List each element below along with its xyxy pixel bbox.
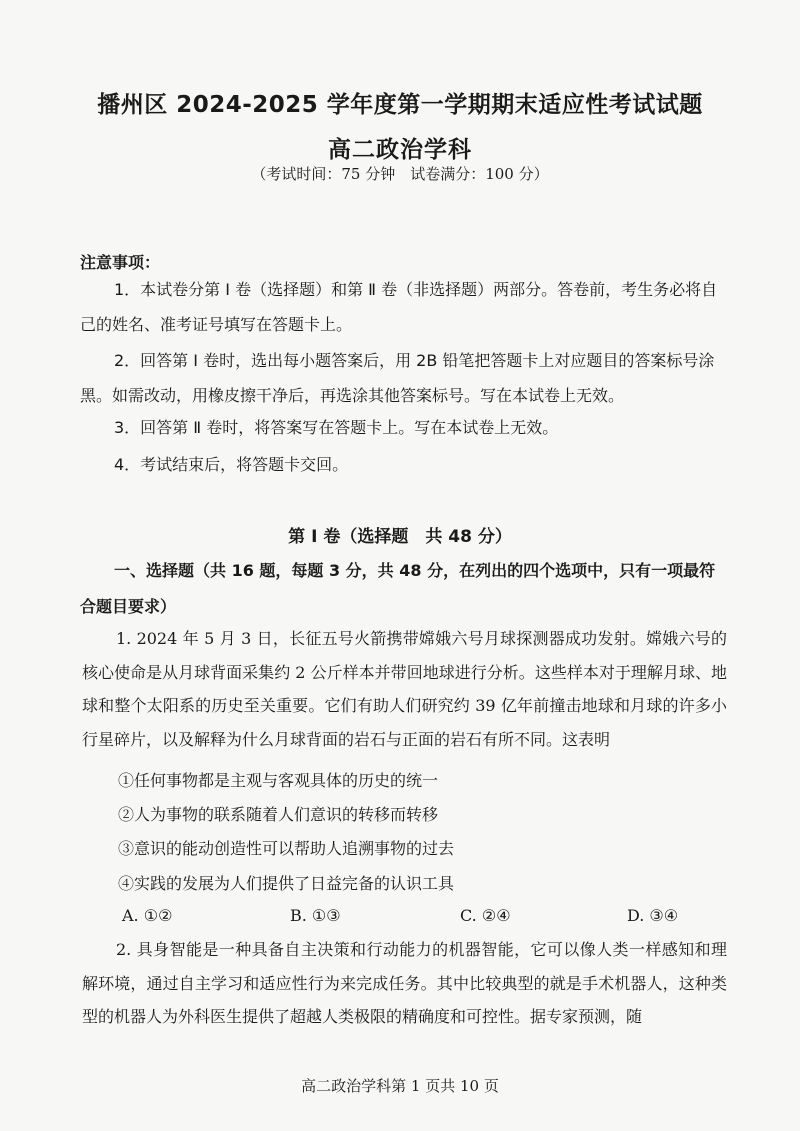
page-footer: 高二政治学科第 1 页共 10 页 <box>301 1077 499 1095</box>
question-1-statement-4: ④实践的发展为人们提供了日益完备的认识工具 <box>118 874 455 893</box>
section-title: 第 Ⅰ 卷（选择题 共 48 分） <box>288 527 512 547</box>
question-1-choice-c: C. ②④ <box>460 906 511 925</box>
question-1-statement-3: ③意识的能动创造性可以帮助人追溯事物的过去 <box>118 839 455 858</box>
notice-item-4: 4．考试结束后，将答题卡交回。 <box>114 455 349 474</box>
notice-item-1: 1．本试卷分第 Ⅰ 卷（选择题）和第 Ⅱ 卷（非选择题）两部分。答卷前，考生务必将自己的姓名、准考证号填写在答题卡上。 <box>80 280 718 334</box>
exam-info: （考试时间：75 分钟 试卷满分：100 分） <box>251 165 549 183</box>
notice-heading: 注意事项： <box>80 253 161 272</box>
question-1-statement-1: ①任何事物都是主观与客观具体的历史的统一 <box>118 771 439 790</box>
question-1-choice-b: B. ①③ <box>290 906 341 925</box>
question-1-choice-d: D. ③④ <box>627 906 679 925</box>
subject-title: 高二政治学科 <box>328 137 472 163</box>
question-1-statement-2: ②人为事物的联系随着人们意识的转移而转移 <box>118 805 439 824</box>
question-1-choice-a: A. ①② <box>122 906 173 925</box>
question-2-stem: 2. 具身智能是一种具备自主决策和行动能力的机器智能，它可以像人类一样感知和理解环境，通过自主学习和适应性行为来完成任务。其中比较典型的就是手术机器人，这种类型的机器人为外科医生提供了超越人类极限的精确度和可控性。据专家预测，随 <box>82 940 727 1026</box>
question-group-heading: 一、选择题（共 16 题，每题 3 分，共 48 分，在列出的四个选项中，只有一项最符合题目要求） <box>80 561 716 616</box>
question-1-stem: 1. 2024 年 5 月 3 日，长征五号火箭携带嫦娥六号月球探测器成功发射。嫦娥六号的核心使命是从月球背面采集约 2 公斤样本并带回地球进行分析。这些样本对于理解月球、地球和整个太阳系的历史至关重要。它们有助人们研究约 39 亿年前撞击地球和月球的许多小行星碎片，以及解释为什么月球背面的岩石与正面的岩石有所不同。这表明 <box>82 629 727 749</box>
notice-item-3: 3．回答第 Ⅱ 卷时，将答案写在答题卡上。写在本试卷上无效。 <box>114 418 559 437</box>
notice-item-2: 2．回答第 Ⅰ 卷时，选出每小题答案后，用 2B 铅笔把答题卡上对应题目的答案标号涂黑。如需改动，用橡皮擦干净后，再选涂其他答案标号。写在本试卷上无效。 <box>80 351 715 405</box>
exam-title: 播州区 2024-2025 学年度第一学期期末适应性考试试题 <box>97 92 703 118</box>
